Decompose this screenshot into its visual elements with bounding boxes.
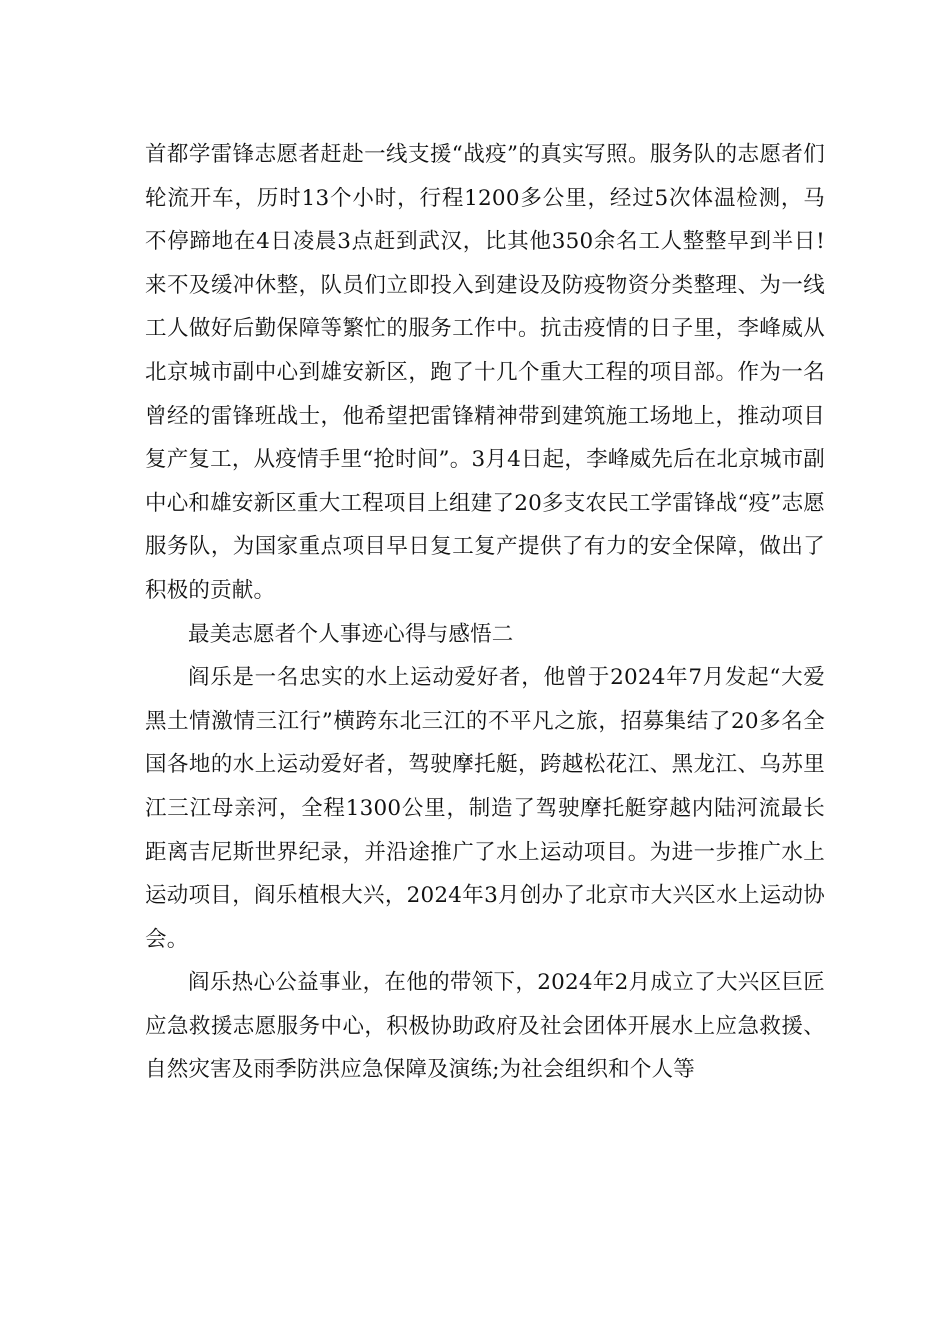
paragraph-yanle-intro: 阎乐是一名忠实的水上运动爱好者，他曾于2024年7月发起“大爱黑土情激情三江行”横跨东北三江的不平凡之旅，招募集结了20多名全国各地的水上运动爱好者，驾驶摩托艇，跨越松花江、黑龙江、乌苏里江三江母亲河，全程1300公里，制造了驾驶摩托艇穿越内陆河流最长距离吉尼斯世界纪录，并沿途推广了水上运动项目。为进一步推广水上运动项目，阎乐植根大兴，2024年3月创办了北京市大兴区水上运动协会。: [145, 665, 825, 952]
paragraph-yanle-charity: 阎乐热心公益事业，在他的带领下，2024年2月成立了大兴区巨匠应急救援志愿服务中心，积极协助政府及社会团体开展水上应急救援、自然灾害及雨季防洪应急保障及演练;为社会组织和个人等: [145, 970, 825, 1083]
section-heading: 最美志愿者个人事迹心得与感悟二: [188, 621, 514, 647]
paragraph-continued: 首都学雷锋志愿者赶赴一线支援“战疫”的真实写照。服务队的志愿者们轮流开车，历时13个小时，行程1200多公里，经过5次体温检测，马不停蹄地在4日凌晨3点赶到武汉，比其他350余名工人整整早到半日!来不及缓冲休整，队员们立即投入到建设及防疫物资分类整理、为一线工人做好后勤保障等繁忙的服务工作中。抗击疫情的日子里，李峰威从北京城市副中心到雄安新区，跑了十几个重大工程的项目部。作为一名曾经的雷锋班战士，他希望把雷锋精神带到建筑施工场地上，推动项目复产复工，从疫情手里“抢时间”。3月4日起，李峰威先后在北京城市副中心和雄安新区重大工程项目上组建了20多支农民工学雷锋战“疫”志愿服务队，为国家重点项目早日复工复产提供了有力的安全保障，做出了积极的贡献。: [145, 142, 825, 603]
document-body: [145, 133, 825, 1092]
